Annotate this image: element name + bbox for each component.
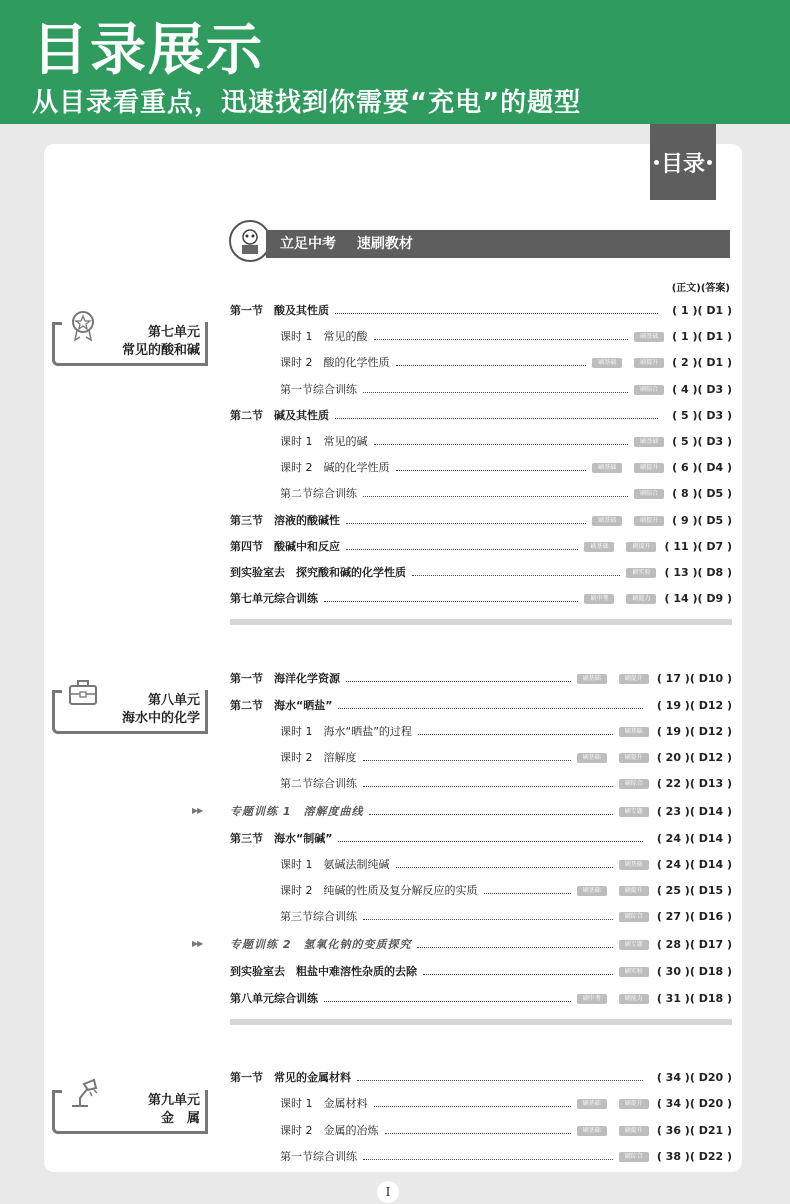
toc-entry-tags bbox=[619, 1152, 649, 1162]
practice-tag: 刷专题 bbox=[619, 807, 649, 817]
toc-entry-label: 专题训练 2 氢氧化钠的变质探究 bbox=[230, 938, 412, 951]
toc-entry-tags bbox=[619, 967, 649, 977]
toc-entry[interactable] bbox=[280, 459, 732, 477]
dot-icon bbox=[654, 160, 659, 165]
toc-entry-pages: ( 24 )( D14 ) bbox=[656, 832, 732, 845]
practice-tag: 刷基础 bbox=[619, 727, 649, 737]
unit-8-title: 第八单元 bbox=[147, 693, 200, 708]
toc-entry-pages: ( 22 )( D13 ) bbox=[656, 777, 732, 790]
toc-entry-label: 第二节综合训练 bbox=[280, 777, 357, 790]
column-legend: (正文)(答案) bbox=[671, 283, 730, 294]
toc-entry-tags bbox=[634, 385, 664, 395]
dotted-leader bbox=[418, 729, 613, 735]
dotted-leader bbox=[363, 1154, 613, 1160]
toc-entry[interactable] bbox=[280, 328, 732, 346]
dotted-leader bbox=[346, 518, 586, 524]
briefcase-icon bbox=[66, 676, 100, 710]
practice-tag: 刷提升 bbox=[619, 1099, 649, 1109]
toc-entry-tags bbox=[619, 860, 649, 870]
toc-entry-pages: ( 4 )( D3 ) bbox=[672, 383, 732, 396]
toc-entry[interactable] bbox=[230, 670, 732, 688]
toc-entry[interactable] bbox=[280, 1095, 732, 1113]
practice-tag: 刷基础 bbox=[634, 332, 664, 342]
toc-entry-label: 第二节 碱及其性质 bbox=[230, 409, 329, 422]
toc-entry-label: 第一节 海洋化学资源 bbox=[230, 672, 340, 685]
toc-entry-pages: ( 11 )( D7 ) bbox=[664, 540, 732, 553]
toc-entry-label: 课时 2 金属的冶炼 bbox=[280, 1124, 379, 1137]
dotted-leader bbox=[369, 809, 612, 815]
toc-entry-tags bbox=[626, 568, 656, 578]
dotted-leader bbox=[324, 996, 571, 1002]
unit-8-subtitle: 海水中的化学 bbox=[121, 711, 200, 726]
toc-entry-tags bbox=[577, 994, 649, 1004]
toc-entry-pages: ( 23 )( D14 ) bbox=[656, 805, 732, 818]
unit-7-label bbox=[52, 322, 208, 366]
toc-entry-label: 第三节综合训练 bbox=[280, 910, 357, 923]
toc-entry[interactable] bbox=[280, 485, 732, 503]
toc-entry-label: 课时 2 溶解度 bbox=[280, 751, 357, 764]
toc-tab bbox=[650, 124, 716, 200]
practice-tag: 刷提升 bbox=[619, 674, 649, 684]
unit-9-title: 第九单元 bbox=[147, 1093, 200, 1108]
practice-tag: 刷专题 bbox=[619, 940, 649, 950]
page-number: I bbox=[377, 1181, 399, 1203]
toc-entry-label: 课时 2 酸的化学性质 bbox=[280, 356, 390, 369]
toc-entry-pages: ( 20 )( D12 ) bbox=[656, 751, 732, 764]
toc-entry[interactable] bbox=[230, 564, 732, 582]
practice-tag: 刷能力 bbox=[626, 594, 656, 604]
dotted-leader bbox=[335, 308, 658, 314]
dotted-leader bbox=[385, 1128, 571, 1134]
toc-entry-label: 第三节 溶液的酸碱性 bbox=[230, 514, 340, 527]
toc-entry-tags bbox=[619, 940, 649, 950]
dotted-leader bbox=[346, 676, 571, 682]
toc-entry-pages: ( 1 )( D1 ) bbox=[672, 330, 732, 343]
dotted-leader bbox=[484, 888, 571, 894]
toc-entry-label: 课时 2 碱的化学性质 bbox=[280, 461, 390, 474]
practice-tag: 刷基础 bbox=[577, 1099, 607, 1109]
toc-entry[interactable] bbox=[280, 723, 732, 741]
toc-entry-tags bbox=[634, 489, 664, 499]
toc-entry-tags bbox=[592, 463, 664, 473]
section-divider bbox=[230, 619, 732, 625]
dotted-leader bbox=[335, 413, 658, 419]
dotted-leader bbox=[374, 1101, 571, 1107]
toc-entry-pages: ( 38 )( D22 ) bbox=[656, 1150, 732, 1163]
dotted-leader bbox=[396, 862, 613, 868]
toc-entry[interactable] bbox=[280, 856, 732, 874]
toc-entry[interactable] bbox=[280, 1122, 732, 1140]
toc-entry-pages: ( 28 )( D17 ) bbox=[656, 938, 732, 951]
dotted-leader bbox=[363, 781, 613, 787]
toc-tab-label: 目录 bbox=[660, 151, 705, 177]
practice-tag: 刷基础 bbox=[634, 437, 664, 447]
dotted-leader bbox=[417, 942, 612, 948]
section-divider bbox=[230, 1019, 732, 1025]
toc-entry-tags bbox=[577, 1099, 649, 1109]
toc-entry-label: 课时 1 金属材料 bbox=[280, 1097, 368, 1110]
toc-entry-label: 第一节 常见的金属材料 bbox=[230, 1071, 351, 1084]
banner-title: 目录展示 bbox=[32, 18, 264, 83]
toc-entry[interactable] bbox=[280, 882, 732, 900]
practice-tag: 刷基础 bbox=[592, 516, 622, 526]
unit-9-subtitle: 金 属 bbox=[160, 1111, 200, 1126]
toc-card bbox=[44, 144, 742, 1172]
dotted-leader bbox=[423, 969, 613, 975]
toc-entry-pages: ( 19 )( D12 ) bbox=[656, 699, 732, 712]
arrow-icon: ▶▶ bbox=[192, 939, 203, 948]
toc-entry-label: 课时 1 氨碱法制纯碱 bbox=[280, 858, 390, 871]
dotted-leader bbox=[357, 1075, 643, 1081]
toc-entry-pages: ( 17 )( D10 ) bbox=[656, 672, 732, 685]
practice-tag: 刷基础 bbox=[577, 674, 607, 684]
practice-tag: 刷提升 bbox=[634, 516, 664, 526]
dotted-leader bbox=[396, 465, 587, 471]
toc-entry-label: 课时 1 海水“晒盐”的过程 bbox=[280, 725, 412, 738]
dotted-leader bbox=[338, 703, 642, 709]
practice-tag: 刷基础 bbox=[577, 1126, 607, 1136]
toc-entry-pages: ( 19 )( D12 ) bbox=[656, 725, 732, 738]
toc-entry-pages: ( 1 )( D1 ) bbox=[672, 304, 732, 317]
toc-entry-label: 第二节综合训练 bbox=[280, 487, 357, 500]
toc-entry-label: 第一节综合训练 bbox=[280, 383, 357, 396]
toc-entry-pages: ( 34 )( D20 ) bbox=[656, 1071, 732, 1084]
toc-entry-label: 到实验室去 探究酸和碱的化学性质 bbox=[230, 566, 406, 579]
badge-icon bbox=[66, 308, 100, 342]
practice-tag: 刷综合 bbox=[634, 489, 664, 499]
practice-tag: 刷基础 bbox=[592, 463, 622, 473]
toc-entry-pages: ( 27 )( D16 ) bbox=[656, 910, 732, 923]
toc-entry-pages: ( 5 )( D3 ) bbox=[672, 435, 732, 448]
lamp-icon bbox=[66, 1076, 100, 1110]
toc-entry-tags bbox=[577, 674, 649, 684]
toc-entry-pages: ( 25 )( D15 ) bbox=[656, 884, 732, 897]
unit-9-label bbox=[52, 1090, 208, 1134]
toc-entry-label: 第三节 海水“制碱” bbox=[230, 832, 333, 845]
unit-7-title: 第七单元 bbox=[147, 325, 200, 340]
practice-tag: 刷综合 bbox=[619, 912, 649, 922]
dotted-leader bbox=[412, 570, 620, 576]
practice-tag: 刷能力 bbox=[619, 994, 649, 1004]
toc-entry-pages: ( 2 )( D1 ) bbox=[672, 356, 732, 369]
toc-entry-label: 到实验室去 粗盐中难溶性杂质的去除 bbox=[230, 965, 417, 978]
toc-entry[interactable] bbox=[230, 512, 732, 530]
practice-tag: 刷综合 bbox=[619, 1152, 649, 1162]
toc-entry-tags bbox=[584, 542, 656, 552]
toc-entry-label: 第一节 酸及其性质 bbox=[230, 304, 329, 317]
toc-entry-tags bbox=[592, 358, 664, 368]
practice-tag: 刷提升 bbox=[634, 358, 664, 368]
toc-entry-tags bbox=[619, 807, 649, 817]
toc-entry[interactable] bbox=[280, 1148, 732, 1166]
toc-entry[interactable] bbox=[280, 354, 732, 372]
toc-entry-tags bbox=[592, 516, 664, 526]
toc-entry[interactable] bbox=[230, 936, 732, 954]
toc-entry-pages: ( 30 )( D18 ) bbox=[656, 965, 732, 978]
toc-entry-tags bbox=[584, 594, 656, 604]
toc-entry[interactable] bbox=[280, 381, 732, 399]
practice-tag: 刷基础 bbox=[619, 860, 649, 870]
practice-tag: 刷基础 bbox=[584, 542, 614, 552]
toc-entry[interactable] bbox=[230, 590, 732, 608]
practice-tag: 刷中考 bbox=[584, 594, 614, 604]
unit-7-subtitle: 常见的酸和碱 bbox=[121, 343, 200, 358]
banner-subtitle: 从目录看重点，迅速找到你需要“充电”的题型 bbox=[32, 88, 582, 118]
arrow-icon: ▶▶ bbox=[192, 806, 203, 815]
practice-tag: 刷基础 bbox=[577, 886, 607, 896]
dotted-leader bbox=[363, 387, 628, 393]
section-header-part2: 速刷教材 bbox=[356, 236, 413, 252]
toc-entry-pages: ( 14 )( D9 ) bbox=[664, 592, 732, 605]
toc-entry-label: 课时 1 常见的酸 bbox=[280, 330, 368, 343]
practice-tag: 刷实验 bbox=[619, 967, 649, 977]
toc-entry-label: 专题训练 1 溶解度曲线 bbox=[230, 805, 364, 818]
dotted-leader bbox=[374, 439, 629, 445]
toc-entry[interactable] bbox=[230, 963, 732, 981]
toc-entry-tags bbox=[634, 437, 664, 447]
toc-entry[interactable] bbox=[280, 433, 732, 451]
toc-entry-label: 课时 2 纯碱的性质及复分解反应的实质 bbox=[280, 884, 478, 897]
toc-entry-pages: ( 31 )( D18 ) bbox=[656, 992, 732, 1005]
practice-tag: 刷中考 bbox=[577, 994, 607, 1004]
practice-tag: 刷提升 bbox=[619, 886, 649, 896]
dotted-leader bbox=[338, 836, 642, 842]
unit-8-label bbox=[52, 690, 208, 734]
toc-entry-label: 课时 1 常见的碱 bbox=[280, 435, 368, 448]
toc-entry-pages: ( 24 )( D14 ) bbox=[656, 858, 732, 871]
dotted-leader bbox=[363, 914, 613, 920]
toc-entry-tags bbox=[577, 886, 649, 896]
toc-entry-label: 第八单元综合训练 bbox=[230, 992, 318, 1005]
practice-tag: 刷基础 bbox=[592, 358, 622, 368]
toc-entry-tags bbox=[619, 779, 649, 789]
practice-tag: 刷提升 bbox=[619, 1126, 649, 1136]
section-header-bar bbox=[266, 230, 730, 258]
practice-tag: 刷综合 bbox=[634, 385, 664, 395]
toc-entry-tags bbox=[634, 332, 664, 342]
toc-entry-tags bbox=[619, 912, 649, 922]
toc-entry-label: 第一节综合训练 bbox=[280, 1150, 357, 1163]
toc-entry[interactable] bbox=[230, 990, 732, 1008]
toc-entry-tags bbox=[577, 753, 649, 763]
toc-entry-pages: ( 9 )( D5 ) bbox=[672, 514, 732, 527]
toc-entry[interactable] bbox=[280, 908, 732, 926]
toc-entry-label: 第四节 酸碱中和反应 bbox=[230, 540, 340, 553]
practice-tag: 刷综合 bbox=[619, 779, 649, 789]
toc-entry[interactable] bbox=[230, 697, 732, 715]
practice-tag: 刷提升 bbox=[634, 463, 664, 473]
toc-entry-tags bbox=[577, 1126, 649, 1136]
practice-tag: 刷实验 bbox=[626, 568, 656, 578]
toc-entry-pages: ( 36 )( D21 ) bbox=[656, 1124, 732, 1137]
toc-entry-pages: ( 6 )( D4 ) bbox=[672, 461, 732, 474]
toc-entry[interactable] bbox=[230, 1069, 732, 1087]
dot-icon bbox=[707, 160, 712, 165]
dotted-leader bbox=[374, 334, 629, 340]
dotted-leader bbox=[324, 596, 578, 602]
section-header-part1: 立足中考 bbox=[280, 236, 336, 252]
toc-entry-tags bbox=[619, 727, 649, 737]
toc-entry[interactable] bbox=[230, 803, 732, 821]
toc-entry[interactable] bbox=[230, 538, 732, 556]
toc-entry[interactable] bbox=[230, 302, 732, 320]
toc-entry[interactable] bbox=[280, 749, 732, 767]
toc-entry-label: 第二节 海水“晒盐” bbox=[230, 699, 333, 712]
practice-tag: 刷提升 bbox=[626, 542, 656, 552]
mascot-icon bbox=[229, 220, 271, 262]
header-banner bbox=[0, 0, 790, 124]
toc-entry[interactable] bbox=[280, 775, 732, 793]
toc-entry-label: 第七单元综合训练 bbox=[230, 592, 318, 605]
toc-entry[interactable] bbox=[230, 407, 732, 425]
toc-entry-pages: ( 34 )( D20 ) bbox=[656, 1097, 732, 1110]
dotted-leader bbox=[396, 360, 587, 366]
toc-entry-pages: ( 8 )( D5 ) bbox=[672, 487, 732, 500]
toc-entry-pages: ( 13 )( D8 ) bbox=[664, 566, 732, 579]
dotted-leader bbox=[363, 755, 571, 761]
practice-tag: 刷基础 bbox=[577, 753, 607, 763]
toc-entry-pages: ( 5 )( D3 ) bbox=[672, 409, 732, 422]
practice-tag: 刷提升 bbox=[619, 753, 649, 763]
toc-entry[interactable] bbox=[230, 830, 732, 848]
dotted-leader bbox=[346, 544, 578, 550]
dotted-leader bbox=[363, 491, 628, 497]
